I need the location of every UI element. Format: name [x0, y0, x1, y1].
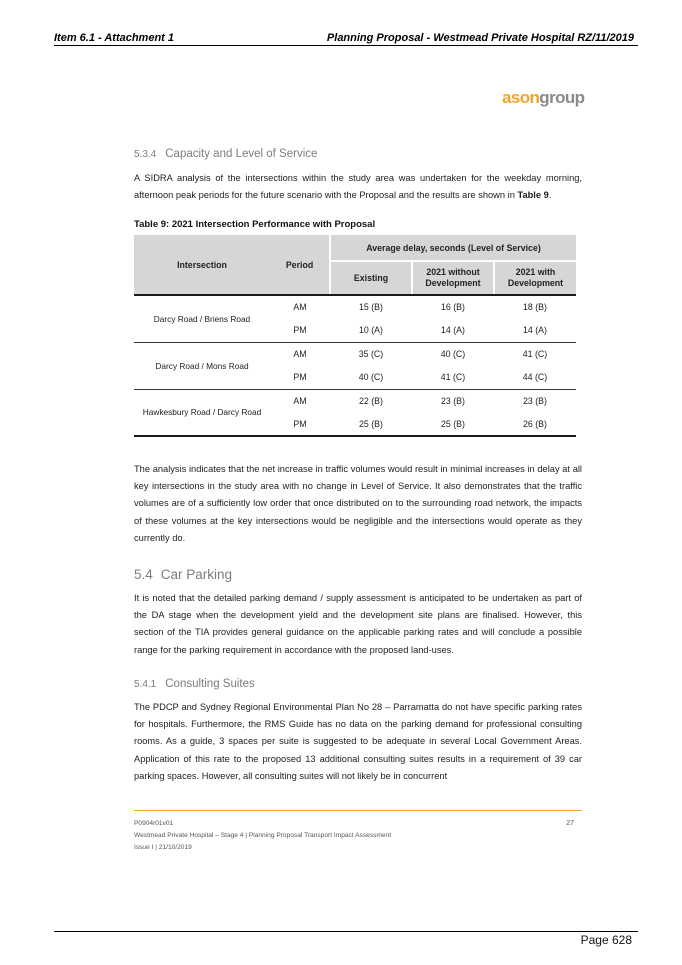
- section-heading-5-3-4: [134, 148, 582, 160]
- intersection-name: Hawkesbury Road / Darcy Road: [134, 389, 270, 436]
- footer-divider: [134, 810, 582, 811]
- without-cell: 23 (B): [441, 396, 465, 406]
- bottom-divider: [54, 931, 638, 932]
- section-number: 5.4: [134, 567, 153, 582]
- table-reference: Table 9: [517, 190, 549, 201]
- section-title: Car Parking: [160, 567, 233, 582]
- period-cell: AM: [293, 349, 307, 359]
- without-cell: 41 (C): [412, 366, 494, 390]
- existing-cell: 10 (A): [330, 319, 412, 343]
- document-header: [54, 32, 638, 46]
- analysis-paragraph: The analysis indicates that the net increase in traffic volumes would result in minimal increases in delay at all key intersections in the study area with no change in Level of Service. It also demonstrates that the traffic volumes are of a sufficiently low order that once distributed on to the surrounding road network, the impacts of these volumes at the key intersections would be negligible and the intersections would operate as they currently do.: [134, 464, 582, 543]
- period-cell: PM: [270, 413, 330, 437]
- table-caption: Table 9: 2021 Intersection Performance with Proposal: [134, 219, 376, 230]
- with-cell: 44 (C): [494, 366, 576, 390]
- report-page-number: 27: [566, 820, 574, 827]
- car-parking-paragraph: It is noted that the detailed parking demand / supply assessment is anticipated to be undertaken as part of the DA stage when the development yield and the development site plans are finalised. However, this section of the TIA provides general guidance on the applicable parking rates and will conclude a possible range for the parking requirement in accordance with the proposed land-uses.: [134, 593, 582, 655]
- existing-cell: 35 (C): [358, 349, 384, 359]
- period-cell: AM: [293, 302, 307, 313]
- col-header-period: Period: [270, 235, 330, 295]
- with-cell: 23 (B): [523, 396, 547, 406]
- without-cell: 16 (B): [441, 302, 465, 313]
- col-header-existing: Existing: [330, 261, 412, 295]
- footer-issue: Issue I | 21/10/2019: [134, 844, 192, 851]
- table-row: [134, 295, 576, 319]
- period-cell: PM: [270, 319, 330, 343]
- header-title: Planning Proposal - Westmead Private Hospital RZ/11/2019: [326, 32, 634, 44]
- with-cell: 18 (B): [523, 302, 547, 313]
- with-cell: 41 (C): [522, 349, 548, 359]
- without-cell: 14 (A): [412, 319, 494, 343]
- period-cell: PM: [270, 366, 330, 390]
- without-cell: 40 (C): [440, 349, 466, 359]
- existing-cell: 22 (B): [359, 396, 383, 406]
- without-cell: 25 (B): [412, 413, 494, 437]
- report-footer: [134, 818, 582, 854]
- logo-part-group: group: [539, 88, 585, 107]
- table-row: [134, 342, 576, 366]
- col-header-without: 2021 without Development: [412, 261, 494, 295]
- section-title: Capacity and Level of Service: [165, 148, 318, 160]
- consulting-suites-paragraph: The PDCP and Sydney Regional Environmental Plan No 28 – Parramatta do not have specific parking rates for hospitals. Furthermore, the RMS Guide has no data on the parking demand for professional consulting rooms. As a guide, 3 spaces per suite is suggested to be adequate in several Local Government Areas. Application of this rate to the proposed 13 additional consulting suites results in a requirement of 39 car parking spaces. However, all consulting suites will not likely be in concurrent: [134, 702, 582, 781]
- col-header-with: 2021 with Development: [494, 261, 576, 295]
- col-header-delay-group: Average delay, seconds (Level of Service): [330, 235, 576, 261]
- existing-cell: 40 (C): [330, 366, 412, 390]
- page-number: Page 628: [580, 933, 632, 947]
- sidra-paragraph: [134, 170, 582, 204]
- sidra-text: A SIDRA analysis of the intersections within the study area was undertaken for the weekday morning, afternoon peak periods for the future scenario with the Proposal and the results are shown in: [134, 173, 582, 201]
- intersection-name: Darcy Road / Briens Road: [134, 295, 270, 342]
- with-cell: 14 (A): [494, 319, 576, 343]
- sidra-text-end: .: [548, 190, 552, 201]
- existing-cell: 15 (B): [359, 302, 383, 313]
- period-cell: AM: [293, 396, 307, 406]
- intersection-performance-table: [134, 235, 576, 437]
- footer-reference: P0904r01v01: [134, 820, 174, 827]
- with-cell: 26 (B): [494, 413, 576, 437]
- header-attachment-label: Item 6.1 - Attachment 1: [54, 32, 175, 44]
- section-number: 5.4.1: [134, 679, 157, 690]
- intersection-name: Darcy Road / Mons Road: [134, 342, 270, 389]
- footer-project: Westmead Private Hospital – Stage 4 | Planning Proposal Transport Impact Assessment: [134, 832, 392, 839]
- existing-cell: 25 (B): [330, 413, 412, 437]
- ason-group-logo: [502, 88, 584, 108]
- section-number: 5.3.4: [134, 149, 157, 160]
- table-row: [134, 389, 576, 413]
- section-heading-5-4-1: [134, 678, 582, 690]
- logo-part-ason: ason: [502, 88, 540, 107]
- section-heading-5-4: [134, 567, 582, 582]
- section-title: Consulting Suites: [165, 678, 255, 690]
- col-header-intersection: Intersection: [134, 235, 270, 295]
